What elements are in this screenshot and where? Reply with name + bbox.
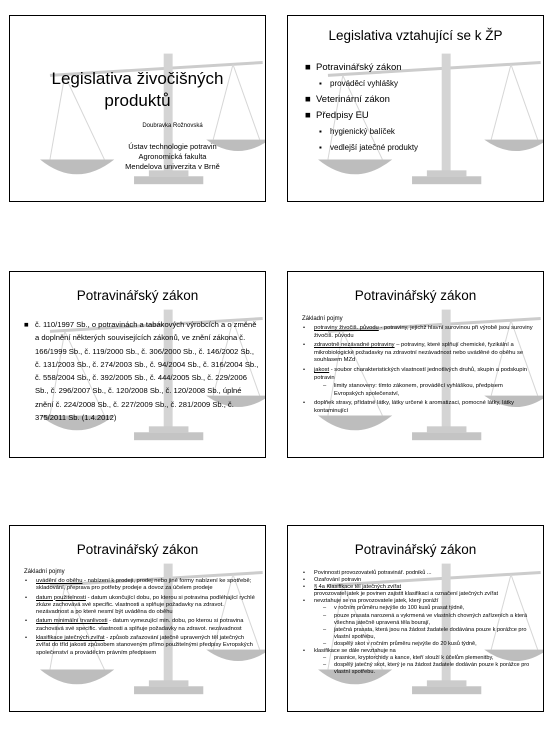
slide-5[interactable] — [9, 525, 266, 712]
slide-title: Potravinářský zákon — [76, 542, 199, 557]
slide-1[interactable] — [9, 15, 266, 202]
list-item — [302, 325, 534, 340]
list-item — [24, 595, 256, 617]
list-item — [24, 578, 256, 593]
bullet-list — [24, 578, 256, 657]
slide-6[interactable] — [287, 525, 544, 712]
term: datum minimální trvanlivosti — [36, 618, 108, 625]
list-item: • § 4a Klasifikace těl jatečných zvířat — [302, 584, 534, 591]
definition: – potraviny, které splňují chemické, fyzikální a mikrobiologické požadavky na zdravotní nezávadnost nebo uváděné do oběhu se souhlasem MZd — [314, 342, 524, 364]
bullet-list — [23, 318, 259, 424]
slide-2[interactable] — [287, 15, 544, 202]
definition: - datum ukončující dobu, po kterou si potravina podléhající rychlé zkáze zachovává své specific. vlastnosti a splňuje požadavky na zdravot. nezávadnost a po které nesmí být uváděna do oběhu — [36, 594, 255, 616]
section-heading: Základní pojmy — [302, 316, 343, 322]
bullet-list — [304, 60, 524, 156]
list-item — [302, 598, 534, 648]
bullet-list — [302, 325, 534, 416]
slide-title: Potravinářský zákon — [76, 288, 199, 303]
list-item: ■ Předpisy EU — [304, 108, 524, 124]
slide-org-3: Mendelova univerzita v Brně — [125, 162, 220, 171]
sub-item: – prasnice, kryptorchidy a kance, kteří slouží k účelům plemenitby, — [322, 655, 534, 662]
slide-org-2: Agronomická fakulta — [138, 152, 207, 161]
slide-title: Legislativa živočišných produktů — [51, 69, 224, 110]
slide-title: Potravinářský zákon — [354, 288, 477, 303]
slide-3[interactable] — [9, 271, 266, 458]
list-item: ▪ vedlejší jatečné produkty — [318, 140, 524, 156]
sub-item: – dospělý skot v ročním průměru nejvýše do 20 kusů týdně, — [322, 641, 534, 648]
list-item: provozovatel jatek je povinen zajistit klasifikaci a označení jatečných zvířat — [314, 591, 499, 598]
sub-item: – v ročním průměru nejvýše do 100 kusů prasat týdně, — [322, 605, 534, 612]
term: datum použitelnosti — [36, 594, 86, 601]
list-item: • doplňek stravy, přídatné látky, látky určené k aromatizaci, pomocné látky, látky kontaminující — [302, 400, 534, 415]
definition: - nabízení k prodeji, prodej nebo jiné formy nabízení ke spotřebě; skladování, přeprava pro potřeby prodeje a dovoz za účelem prodeje — [36, 578, 252, 592]
list-item: ■ č. 110/1997 Sb., o potravinách a tabákových výrobcích a o změně a doplnění některých souvisejících zákonů, ve znění zákona č. 166/1999 Sb., č. 119/2000 Sb., č. 306/2000 Sb., č. 146/2002 Sb., č. 131/2003 Sb., č. 274/2003 Sb., č. 94/2004 Sb., č. 316/2004 Sb., č. 558/2004 Sb., č. 392/2005 Sb., č. 444/2005 Sb., č. 229/2006 Sb., č. 296/2007 Sb., č. 120/2008 Sb., č. 120/2008 Sb., úplné znění č. 224/2008 Sb., č. 227/2009 Sb., č. 281/2009 Sb., č. 375/2011 Sb. (1.4.2012) — [23, 318, 259, 424]
list-item: • Povinnosti provozovatelů potravinář. podniků ... — [302, 570, 534, 577]
slide-author: Doubravka Rožnovská — [142, 123, 203, 129]
sub-item: – pouze prasata narozená a vykrmená ve vlastních chovných zařízeních a která všechna jatečně upravená těla bourají, — [322, 613, 534, 627]
slide-title: Legislativa vztahující se k ŽP — [328, 28, 503, 43]
section-heading: Základní pojmy — [24, 569, 65, 575]
list-item — [24, 635, 256, 657]
definition: - potraviny, jejichž hlavní surovinou při výrobě jsou suroviny živočiš. původu — [314, 325, 533, 339]
definition: - způsob zařazování jatečně upravených těl jatečných zvířat do tříd jakosti způsobem stanoveným přímo použitelnými předpisy Evropských společenství a prováděcím právním předpisem — [36, 635, 253, 656]
bullet-list — [302, 570, 534, 676]
sub-item: – dospělý jatečný skot, který je na žádost žadatele dodáván pouze k porážce pro vlastní spotřebu. — [322, 662, 534, 676]
list-item: ■ Potravinářský zákon — [304, 60, 524, 76]
list-item: ▪ prováděcí vyhlášky — [318, 76, 524, 92]
term: potraviny živočiš. původu — [314, 325, 379, 331]
term: zdravotně nezávadné potraviny — [314, 342, 395, 349]
term: uvádění do oběhu — [36, 578, 83, 584]
slide-4[interactable] — [287, 271, 544, 458]
list-item — [302, 648, 534, 676]
list-item: • Ozařování potravin — [302, 577, 534, 584]
list-item-text: klasifikace se dále nevztahuje na — [314, 648, 396, 655]
term: klasifikace jatečných zvířat — [36, 635, 105, 642]
list-item-text: nevztahuje se na provozovatele jatek, který poráží — [314, 598, 439, 605]
list-item — [24, 618, 256, 633]
list-item — [302, 342, 534, 365]
sub-item: – limity stanoveny: tímto zákonem, prováděcí vyhláškou, předpisem Evropských společenství, — [322, 383, 534, 398]
term: jakost — [314, 366, 330, 373]
list-item — [302, 367, 534, 398]
list-item: ■ Veterinární zákon — [304, 92, 524, 108]
list-item: ▪ hygienický balíček — [318, 124, 524, 140]
sub-item: – jatečná prasata, která jsou na žádost žadatele dodávána pouze k porážce pro vlastní spotřebu, — [322, 627, 534, 641]
definition: - soubor charakteristických vlastností jednotlivých druhů, skupin a podskupin potravin — [314, 366, 527, 381]
slide-org-1: Ústav technologie potravin — [128, 142, 217, 151]
slide-title: Potravinářský zákon — [354, 542, 477, 557]
definition: - datum vymezující min. dobu, po kterou si potravina zachovává své specific. vlastnosti a splňuje požadavky na zdravot. nezávadnost — [36, 618, 244, 632]
